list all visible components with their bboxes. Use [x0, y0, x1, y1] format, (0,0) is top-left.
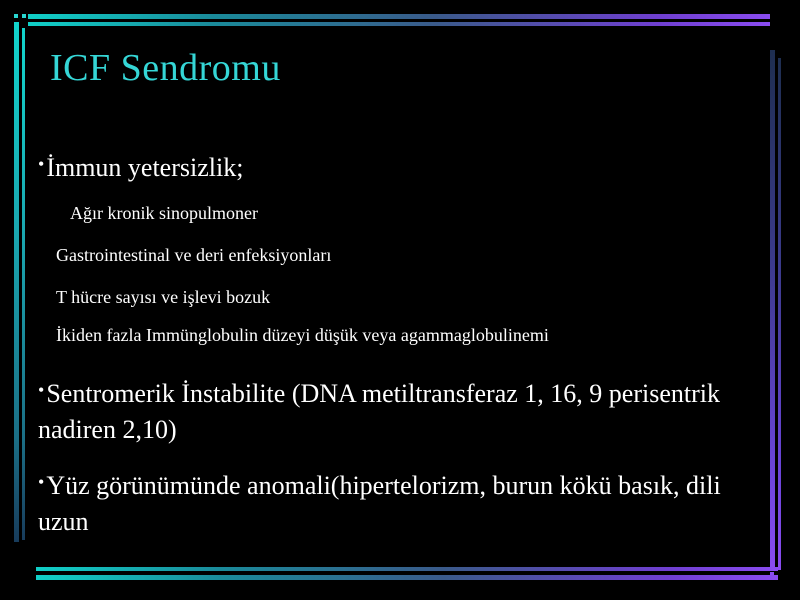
- sub-item: Ağır kronik sinopulmoner: [70, 203, 258, 223]
- sub-item: Gastrointestinal ve deri enfeksiyonları: [56, 245, 332, 265]
- bullet-facial-anomaly: [38, 464, 748, 540]
- slide-title: ICF Sendromu: [50, 47, 281, 89]
- bullet-immune-deficiency: [38, 146, 748, 186]
- sub-item: İkiden fazla Immünglobulin düzeyi düşük veya agammaglobulinemi: [56, 325, 549, 345]
- bullet-marker: •: [38, 380, 45, 400]
- bullet-marker: •: [38, 472, 45, 492]
- frame-top-bar-inner: [28, 22, 770, 26]
- frame-right-bar-inner: [778, 58, 781, 570]
- frame-right-bar: [770, 50, 775, 570]
- bullet-centromeric-instability: [38, 372, 748, 448]
- frame-top-bar: [28, 14, 770, 19]
- frame-bottom-bar: [36, 567, 778, 571]
- frame-corner-square: [22, 14, 26, 18]
- frame-bottom-bar-inner: [36, 575, 778, 580]
- sub-item: T hücre sayısı ve işlevi bozuk: [56, 287, 271, 307]
- bullet-text: Sentromerik İnstabilite (DNA metiltransferaz 1, 16, 9 perisentrik nadiren 2,10): [38, 379, 720, 444]
- frame-left-bar: [14, 22, 19, 542]
- frame-corner-square: [14, 14, 18, 18]
- bullet-text: Yüz görünümünde anomali(hipertelorizm, burun kökü basık, dili uzun: [38, 471, 721, 536]
- bullet-marker: •: [38, 154, 45, 174]
- bullet-text: İmmun yetersizlik;: [46, 153, 244, 182]
- frame-left-bar-inner: [22, 28, 25, 540]
